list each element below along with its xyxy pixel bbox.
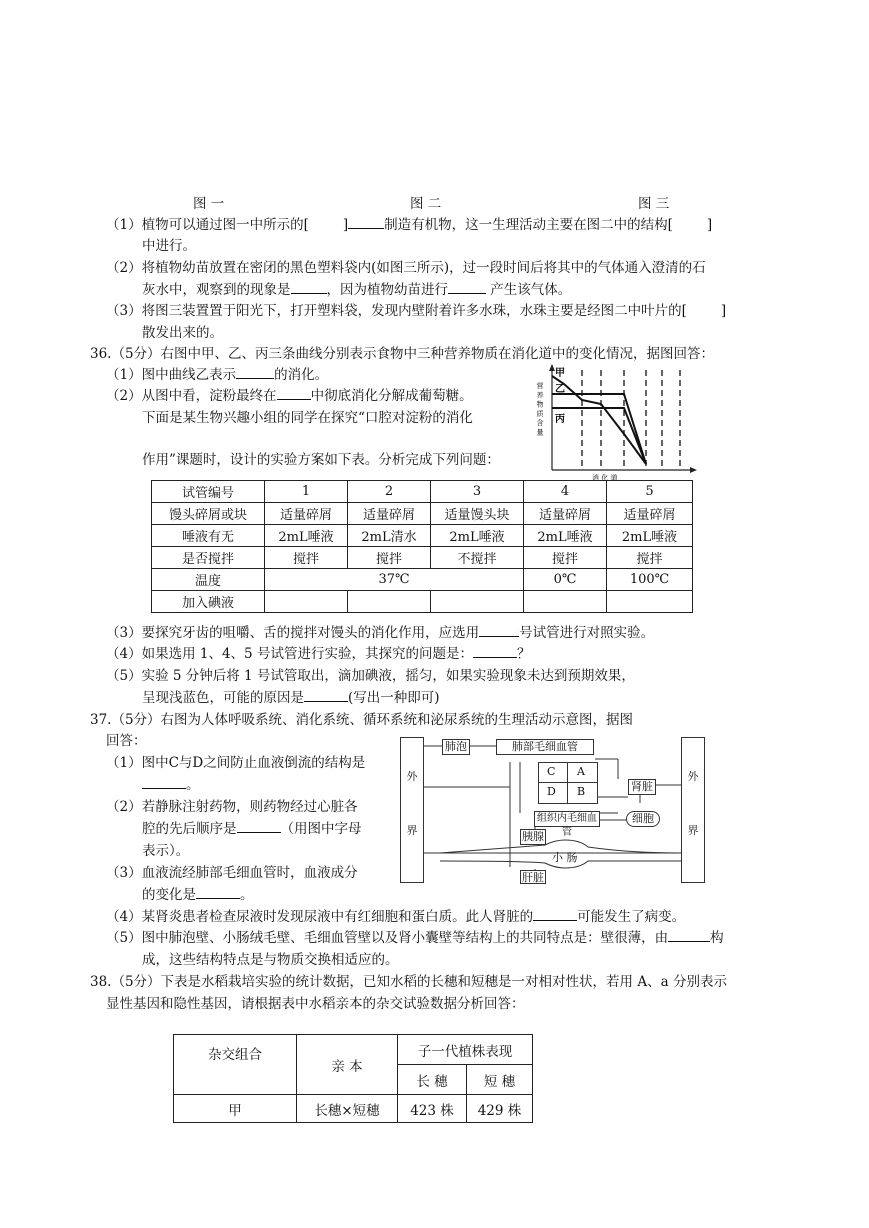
lung-capillary-box: 肺部毛细血管: [496, 739, 594, 755]
q37-heading-cont: 回答：: [106, 733, 147, 749]
q35-item1-cont: 中进行。: [142, 238, 196, 254]
q37-item2: （2）若静脉注射药物，则药物经过心脏各: [106, 799, 358, 815]
liver-box: 肝脏: [522, 871, 544, 884]
q35-item3-cont: 散发出来的。: [142, 325, 223, 341]
answer-blank[interactable]: [237, 820, 281, 833]
answer-cell[interactable]: [524, 591, 607, 613]
caption-fig1: 图 一: [193, 196, 225, 212]
answer-blank[interactable]: [291, 281, 327, 294]
answer-blank[interactable]: [448, 281, 486, 294]
q37-heading: 37.（5分）右图为人体呼吸系统、消化系统、循环系统和泌尿系统的生理活动示意图，据图: [90, 712, 634, 728]
chamber-b: B: [577, 785, 586, 798]
cell-oval: 细胞: [626, 811, 660, 827]
pancreas-box: 胰腺: [522, 830, 544, 843]
answer-cell[interactable]: [607, 591, 693, 613]
y-axis-label: 营 养 物 质 含 量: [536, 382, 544, 436]
answer-blank[interactable]: [304, 689, 348, 702]
q36-para-line1: 下面是某生物兴趣小组的同学在探究“口腔对淀粉的消化: [142, 410, 473, 426]
answer-blank[interactable]: [473, 645, 517, 658]
answer-blank[interactable]: [196, 886, 240, 899]
answer-cell[interactable]: [431, 591, 524, 613]
chamber-d: D: [547, 785, 556, 798]
q37-item2-cont2: 表示）。: [142, 843, 190, 859]
q37-item5: （5）图中肺泡壁、小肠绒毛壁、毛细血管壁以及肾小囊壁等结构上的共同特点是：壁很薄，由 构: [106, 930, 724, 946]
answer-blank[interactable]: [668, 929, 710, 942]
q35-item3: （3）将图三装置置于阳光下，打开塑料袋，发现内壁附着许多水珠，水珠主要是经图二中叶片的[ ]: [106, 303, 727, 319]
answer-blank[interactable]: [277, 387, 311, 400]
alveoli-box: 肺泡: [442, 739, 470, 755]
kidney-box: 肾脏: [628, 779, 656, 795]
q37-item3-cont: 的变化是 。: [142, 887, 254, 903]
q37-item4: （4）某肾炎患者检查尿液时发现尿液中有红细胞和蛋白质。此人肾脏的 可能发生了病变。: [106, 909, 686, 925]
caption-fig2: 图 二: [410, 196, 442, 212]
digestion-curve-chart: [538, 362, 698, 480]
q36-item4: （4）如果选用 1、4、5 号试管进行实验，其探究的问题是： ？: [106, 646, 531, 662]
q38-heading: 38.（5分）下表是水稻栽培实验的统计数据，已知水稻的长穗和短穗是一对相对性状，若用 A、a 分别表示: [90, 974, 727, 990]
heart-box: [538, 762, 598, 804]
answer-blank[interactable]: [142, 776, 186, 789]
q35-item2: （2）将植物幼苗放置在密闭的黑色塑料袋内(如图三所示)，过一段时间后将其中的气体通入澄清的石: [106, 260, 706, 276]
intestine-label: 小 肠: [552, 851, 578, 864]
label-bing: 丙: [555, 414, 565, 425]
q36-item5-cont: 呈现浅蓝色，可能的原因是 (写出一种即可): [142, 690, 440, 706]
caption-fig3: 图 三: [638, 196, 670, 212]
label-jia: 甲: [555, 368, 565, 379]
q36-heading: 36.（5分）右图中甲、乙、丙三条曲线分别表示食物中三种营养物质在消化道中的变化情况，据图回答：: [90, 346, 715, 362]
q37-item5-cont: 成，这些结构特点是与物质交换相适应的。: [142, 952, 399, 968]
tissue-capillary-box: 组织内毛细血管: [534, 811, 600, 827]
q36-item2: （2）从图中看，淀粉最终在 中彻底消化分解成葡萄糖。: [106, 388, 473, 404]
q36-item1: （1）图中曲线乙表示 的消化。: [106, 367, 329, 383]
answer-cell[interactable]: [348, 591, 431, 613]
q36-item5: （5）实验 5 分钟后将 1 号试管取出，滴加碘液，摇匀，如果实验现象未达到预期效果，: [106, 668, 635, 684]
answer-cell[interactable]: [265, 591, 348, 613]
outer-world-left: 外 界: [400, 737, 424, 883]
q37-item1-cont: 。: [142, 773, 200, 793]
answer-blank[interactable]: [236, 366, 274, 379]
q36-item3: （3）要探究牙齿的咀嚼、舌的搅拌对馒头的消化作用，应选用 号试管进行对照实验。: [106, 625, 655, 641]
x-axis-label: 消 化 道: [592, 474, 618, 482]
q37-item1: （1）图中C与D之间防止血液倒流的结构是: [106, 755, 366, 771]
label-yi: 乙: [555, 384, 565, 395]
physiology-diagram: [400, 737, 705, 883]
answer-blank[interactable]: [533, 908, 577, 921]
q35-item2-cont: 灰水中，观察到的现象是 ，因为植物幼苗进行 产生该气体。: [142, 282, 572, 298]
q36-para-line2: 作用”课题时，设计的实验方案如下表。分析完成下列问题：: [142, 452, 500, 468]
q37-item2-cont: 腔的先后顺序是 （用图中字母: [142, 821, 362, 837]
hybridization-table: 杂交组合 亲 本 子一代植株表现 长 穗 短 穗 甲 长穗×短穗 423 株 429 株: [173, 1034, 533, 1123]
experiment-table: 试管编号 1 2 3 4 5 馒头碎屑或块 适量碎屑 适量碎屑 适量馒头块 适量碎屑 适量碎屑 唾液有无 2mL唾液 2mL清水 2mL唾液 2mL唾液 2mL唾液 是否搅拌 搅拌 搅拌 不搅拌 搅拌 搅拌 温度 37℃ 0℃ 100℃ 加入碘液: [151, 480, 693, 613]
q38-heading-cont: 显性基因和隐性基因，请根据表中水稻亲本的杂交试验数据分析回答：: [106, 996, 525, 1012]
outer-world-right: 外 界: [681, 737, 705, 883]
chamber-a: A: [577, 765, 585, 778]
answer-blank[interactable]: [479, 624, 519, 637]
q37-item3: （3）血液流经肺部毛细血管时，血液成分: [106, 865, 358, 881]
answer-blank[interactable]: [348, 216, 384, 229]
chamber-c: C: [547, 765, 556, 778]
q35-item1: （1）植物可以通过图一中所示的[ ] 制造有机物，这一生理活动主要在图二中的结构[ ]: [106, 217, 713, 233]
